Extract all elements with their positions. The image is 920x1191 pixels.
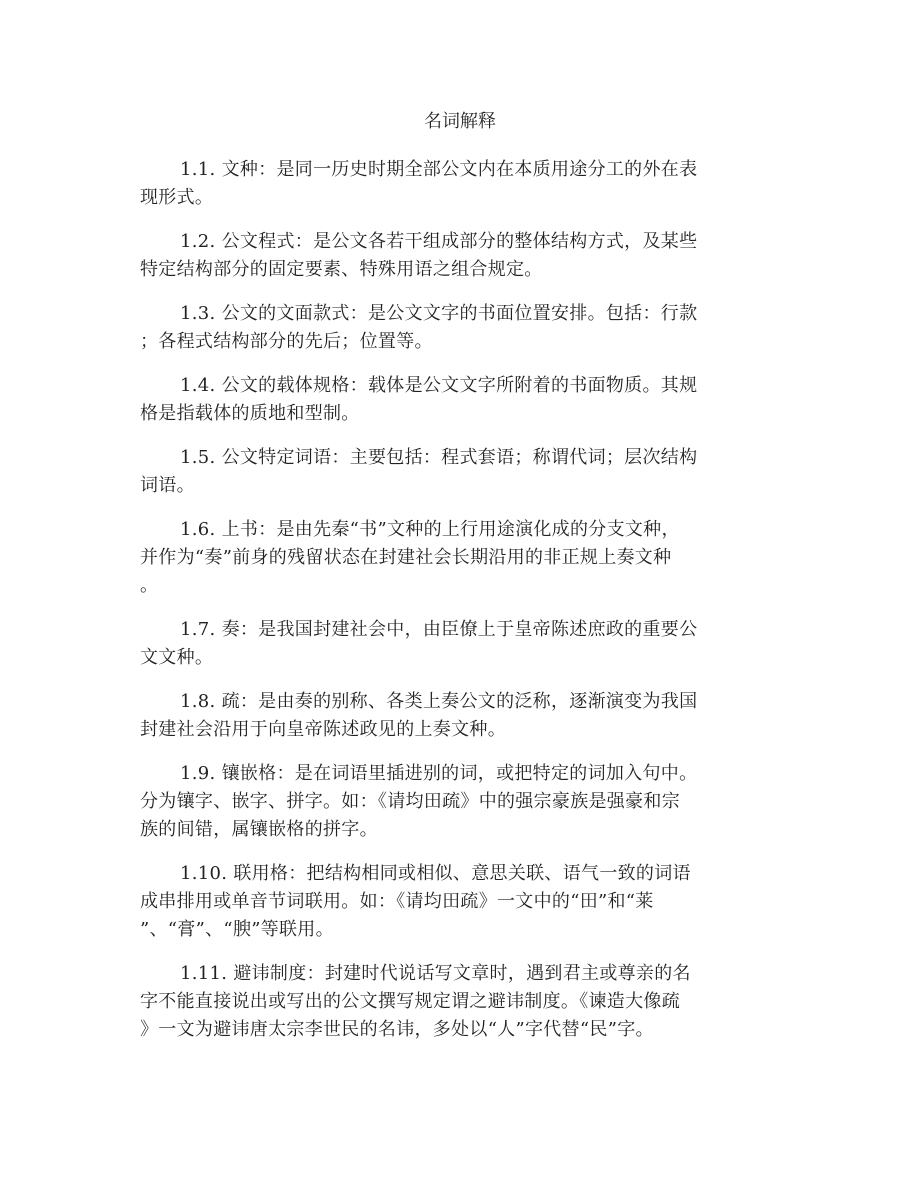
text-line: 分为镶字、嵌字、拼字。如：《请均田疏》中的强宗豪族是强豪和宗: [140, 791, 680, 812]
term-definition-paragraph: [140, 616, 790, 672]
text-line: 。: [140, 575, 159, 596]
term-definition-paragraph: [140, 300, 790, 356]
text-line: 1.6. 上书：是由先秦“书”文种的上行用途演化成的分支文种，: [180, 519, 680, 540]
text-line: 1.1. 文种：是同一历史时期全部公文内在本质用途分工的外在表: [180, 159, 698, 180]
text-line: 特定结构部分的固定要素、特殊用语之组合规定。: [140, 259, 543, 280]
text-line: 词语。: [140, 475, 195, 496]
document-body: [140, 156, 790, 1060]
text-line: 1.9. 镶嵌格：是在词语里插进别的词，或把特定的词加入句中。: [180, 763, 698, 784]
text-line: 格是指载体的质地和型制。: [140, 403, 360, 424]
text-line: 文文种。: [140, 647, 214, 668]
term-definition-paragraph: [140, 516, 790, 600]
text-line: 1.2. 公文程式：是公文各若干组成部分的整体结构方式，及某些: [180, 231, 698, 252]
document-title: 名词解释: [424, 111, 496, 132]
text-line: 1.5. 公文特定词语：主要包括：程式套语；称谓代词；层次结构: [180, 447, 698, 468]
text-line: ”、“膏”、“腴”等联用。: [140, 919, 334, 940]
term-definition-paragraph: [140, 228, 790, 284]
text-line: 》一文为避讳唐太宗李世民的名讳，多处以“人”字代替“民”字。: [140, 1019, 654, 1040]
term-definition-paragraph: [140, 688, 790, 744]
term-definition-paragraph: [140, 960, 790, 1044]
text-line: ；各程式结构部分的先后；位置等。: [140, 331, 433, 352]
term-definition-paragraph: [140, 156, 790, 212]
text-line: 字不能直接说出或写出的公文撰写规定谓之避讳制度。《谏造大像疏: [140, 991, 680, 1012]
text-line: 成串排用或单音节词联用。如：《请均田疏》一文中的“田”和“莱: [140, 891, 654, 912]
term-definition-paragraph: [140, 860, 790, 944]
text-line: 封建社会沿用于向皇帝陈述政见的上奏文种。: [140, 719, 506, 740]
term-definition-paragraph: [140, 372, 790, 428]
text-line: 1.3. 公文的文面款式：是公文文字的书面位置安排。包括：行款: [180, 303, 698, 324]
text-line: 现形式。: [140, 187, 214, 208]
text-line: 并作为“奏”前身的残留状态在封建社会长期沿用的非正规上奏文种: [140, 547, 672, 568]
text-line: 1.7. 奏：是我国封建社会中，由臣僚上于皇帝陈述庶政的重要公: [180, 619, 698, 640]
text-line: 1.11. 避讳制度：封建时代说话写文章时，遇到君主或尊亲的名: [180, 963, 691, 984]
text-line: 1.10. 联用格：把结构相同或相似、意思关联、语气一致的词语: [180, 863, 691, 884]
text-line: 1.8. 疏：是由奏的别称、各类上奏公文的泛称，逐渐演变为我国: [180, 691, 698, 712]
text-line: 族的间错，属镶嵌格的拼字。: [140, 819, 378, 840]
term-definition-paragraph: [140, 760, 790, 844]
text-line: 1.4. 公文的载体规格：载体是公文文字所附着的书面物质。其规: [180, 375, 698, 396]
term-definition-paragraph: [140, 444, 790, 500]
